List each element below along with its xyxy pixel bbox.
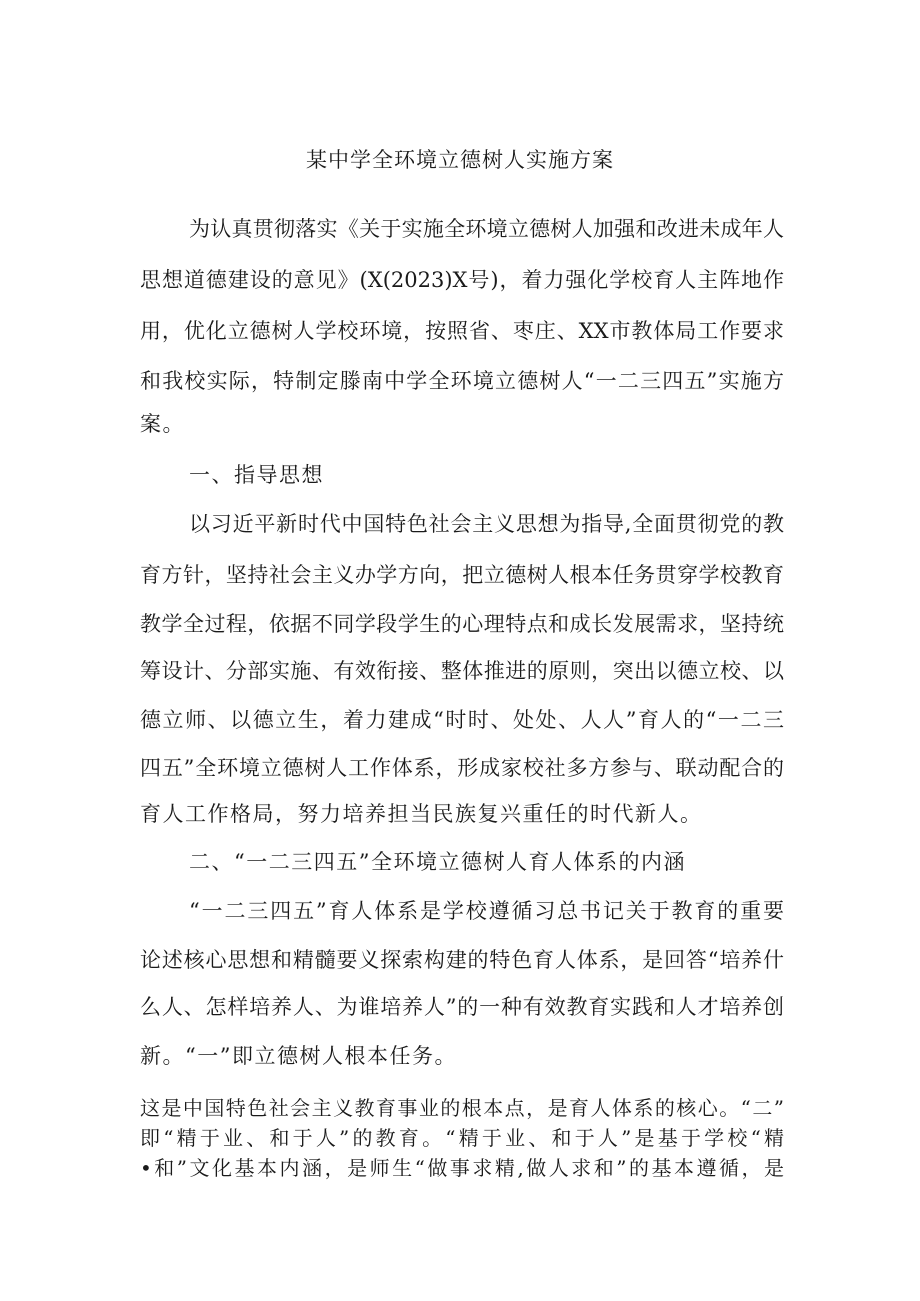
intro-line: 案。 xyxy=(140,412,185,436)
section1-line: 育人工作格局，努力培养担当民族复兴重任的时代新人。 xyxy=(140,802,703,826)
section1-line: 以习近平新时代中国特色社会主义思想为指导,全面贯彻党的教 xyxy=(189,512,784,536)
section1-line: 教学全过程，依据不同学段学生的心理特点和成长发展需求，坚持统 xyxy=(140,612,784,636)
document-title: 某中学全环境立德树人实施方案 xyxy=(306,148,614,172)
section1-line: 筹设计、分部实施、有效衔接、整体推进的原则，突出以德立校、以 xyxy=(140,659,784,683)
intro-line: 为认真贯彻落实《关于实施全环境立德树人加强和改进未成年人 xyxy=(189,217,784,241)
section2-line: 新。“一”即立德树人根本任务。 xyxy=(140,1044,457,1068)
section2-line: “一二三四五”育人体系是学校遵循习总书记关于教育的重要 xyxy=(189,899,784,923)
intro-line: 用，优化立德树人学校环境，按照省、枣庄、XX市教体局工作要求 xyxy=(140,319,784,343)
section2-cont-line: •和”文化基本内涵，是师生“做事求精,做人求和”的基本遵循，是 xyxy=(140,1156,784,1180)
intro-line: 思想道德建设的意见》(X(2023)X号)，着力强化学校育人主阵地作 xyxy=(140,268,784,292)
intro-line: 和我校实际，特制定滕南中学全环境立德树人“一二三四五”实施方 xyxy=(140,369,784,393)
section2-cont-line: 这是中国特色社会主义教育事业的根本点，是育人体系的核心。“二” xyxy=(140,1096,784,1120)
section-heading: 二、“一二三四五”全环境立德树人育人体系的内涵 xyxy=(189,850,686,874)
section1-line: 德立师、以德立生，着力建成“时时、处处、人人”育人的“一二三 xyxy=(140,708,784,732)
section-heading: 一、指导思想 xyxy=(189,463,324,487)
section1-line: 四五”全环境立德树人工作体系，形成家校社多方参与、联动配合的 xyxy=(140,756,784,780)
section2-line: 么人、怎样培养人、为谁培养人”的一种有效教育实践和人才培养创 xyxy=(140,995,784,1019)
section2-cont-line: 即“精于业、和于人”的教育。“精于业、和于人”是基于学校“精 xyxy=(140,1126,784,1150)
section2-line: 论述核心思想和精髓要义探索构建的特色育人体系，是回答“培养什 xyxy=(140,948,784,972)
section1-line: 育方针，坚持社会主义办学方向，把立德树人根本任务贯穿学校教育 xyxy=(140,563,784,587)
